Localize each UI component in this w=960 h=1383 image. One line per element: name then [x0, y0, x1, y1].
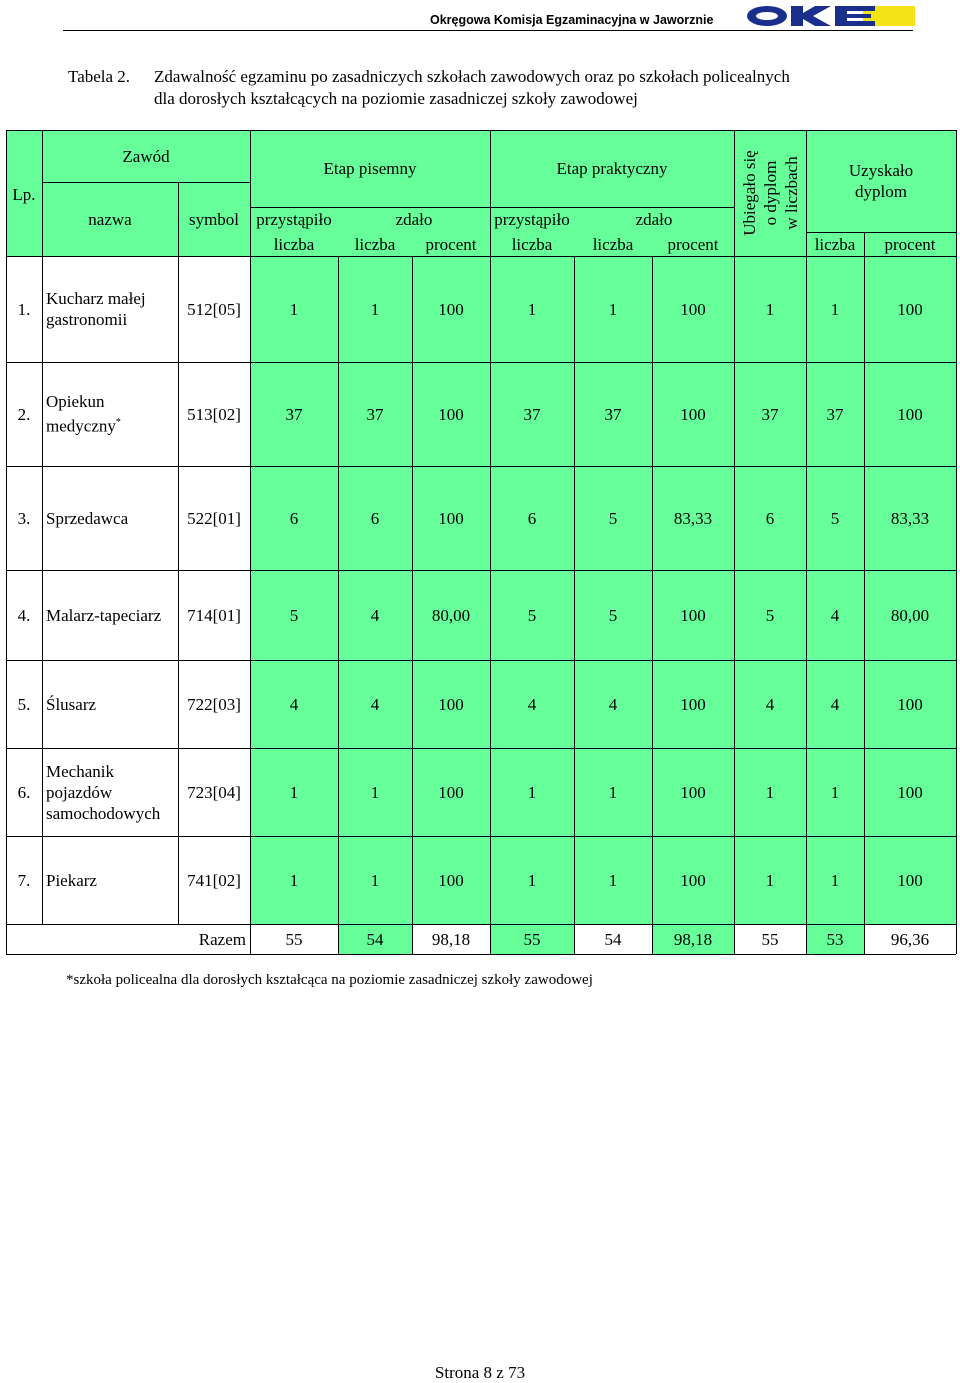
row-2-lp-text: 2.	[17, 404, 31, 424]
header-ubiegalo_l3: w liczbach	[781, 156, 801, 230]
row-5-pp	[490, 660, 574, 748]
total-pp	[490, 924, 574, 954]
header-sub-procent-5-text: procent	[667, 234, 719, 254]
row-6-nazwa-text: Mechanik pojazdów samochodowych	[46, 761, 161, 823]
row-4-ub	[734, 570, 806, 660]
row-7-wp	[250, 836, 338, 924]
row-3-lp-text: 3.	[17, 508, 31, 528]
footnote-marker: *	[115, 417, 121, 429]
caption-label: Tabela 2.	[68, 67, 131, 86]
row-5-upr	[864, 660, 956, 748]
row-5-wpr	[412, 660, 490, 748]
row-7-ub	[734, 836, 806, 924]
header-p-przystapilo-text: przystąpiło	[494, 210, 570, 229]
total-wp	[250, 924, 338, 954]
row-6-uz	[806, 748, 864, 836]
row-1-lp	[6, 256, 42, 362]
row-4-lp-text: 4.	[17, 605, 31, 625]
row-1-wp	[250, 256, 338, 362]
row-6-wpr-text: 100	[438, 782, 464, 802]
row-2-pp-text: 37	[523, 404, 541, 424]
table-border	[734, 130, 735, 256]
header-uz-procent-text: procent	[884, 234, 936, 254]
row-1-wpr-text: 100	[438, 299, 464, 319]
header-lp-text: Lp.	[12, 185, 36, 204]
table-border	[178, 256, 179, 924]
header-nazwa-text: nazwa	[88, 209, 132, 229]
row-7-ub-text: 1	[765, 870, 775, 890]
row-7-nazwa	[42, 836, 178, 924]
header-w-przystapilo	[250, 207, 338, 232]
row-4-uz	[806, 570, 864, 660]
row-6-symbol	[178, 748, 250, 836]
row-7-wz	[338, 836, 412, 924]
table-border	[6, 954, 956, 955]
table-border	[250, 130, 251, 954]
header-zawod	[42, 130, 250, 182]
table-border	[338, 256, 339, 954]
header-lp	[6, 130, 42, 256]
row-7-lp-text: 7.	[17, 870, 31, 890]
table-border	[6, 362, 956, 363]
row-3-ub-text: 6	[765, 508, 775, 528]
row-5-pz-text: 4	[608, 694, 618, 714]
row-3-symbol	[178, 466, 250, 570]
row-2-symbol-text: 513[02]	[187, 404, 241, 424]
row-4-pp	[490, 570, 574, 660]
total-label-cell	[6, 924, 250, 954]
row-2-wz-text: 37	[366, 404, 384, 424]
row-5-nazwa-text: Ślusarz	[46, 694, 97, 714]
row-5-symbol-text: 722[03]	[187, 694, 241, 714]
row-5-ub-text: 4	[765, 694, 775, 714]
row-4-wz-text: 4	[370, 605, 380, 625]
row-4-ub-text: 5	[765, 605, 775, 625]
row-5-ppr-text: 100	[680, 694, 706, 714]
row-2-wp	[250, 362, 338, 466]
row-5-wz-text: 4	[370, 694, 380, 714]
row-2-uz	[806, 362, 864, 466]
header-p-zdalo	[574, 207, 734, 232]
table-border	[6, 748, 956, 749]
total-wz	[338, 924, 412, 954]
row-5-wp	[250, 660, 338, 748]
row-7-pz	[574, 836, 652, 924]
row-6-wpr	[412, 748, 490, 836]
caption-line-1: Zdawalność egzaminu po zasadniczych szkołach zawodowych oraz po szkołach policealnych	[154, 67, 790, 86]
oke-logo	[745, 4, 915, 28]
row-2-ub-text: 37	[761, 404, 779, 424]
row-7-symbol	[178, 836, 250, 924]
header-etap-praktyczny	[490, 130, 734, 207]
row-4-ppr	[652, 570, 734, 660]
row-4-nazwa-text: Malarz-tapeciarz	[46, 605, 162, 625]
footnote: *szkoła policealna dla dorosłych kształcąca na poziomie zasadniczej szkoły zawodowej	[66, 972, 593, 988]
row-2-nazwa	[42, 362, 178, 466]
table-border	[864, 256, 865, 954]
row-4-wz	[338, 570, 412, 660]
table-border	[250, 207, 734, 208]
row-4-lp	[6, 570, 42, 660]
row-2-upr	[864, 362, 956, 466]
header-sub-liczba-3	[490, 232, 574, 256]
row-1-lp-text: 1.	[17, 299, 31, 319]
table-border	[864, 232, 865, 256]
row-1-wz	[338, 256, 412, 362]
row-3-nazwa	[42, 466, 178, 570]
total-pz-text: 54	[604, 929, 622, 949]
row-6-wz-text: 1	[370, 782, 380, 802]
table-border	[6, 570, 956, 571]
header-nazwa	[42, 182, 178, 256]
table-border	[412, 256, 413, 954]
header-sub-procent-2	[412, 232, 490, 256]
row-1-nazwa	[42, 256, 178, 362]
row-1-symbol	[178, 256, 250, 362]
header-rule	[63, 30, 913, 31]
row-3-wz	[338, 466, 412, 570]
row-3-wp	[250, 466, 338, 570]
table-border	[806, 232, 956, 233]
row-3-pz	[574, 466, 652, 570]
total-pp-text: 55	[523, 929, 541, 949]
row-1-uz-text: 1	[830, 299, 840, 319]
row-5-ub	[734, 660, 806, 748]
row-2-uz-text: 37	[826, 404, 844, 424]
table-border	[490, 130, 491, 256]
row-5-wp-text: 4	[289, 694, 299, 714]
row-4-wpr	[412, 570, 490, 660]
header-etap-pisemny-text: Etap pisemny	[323, 159, 417, 178]
row-3-ub	[734, 466, 806, 570]
row-4-upr-text: 80,00	[890, 605, 930, 625]
header-etap-pisemny	[250, 130, 490, 207]
row-5-lp	[6, 660, 42, 748]
row-2-wpr-text: 100	[438, 404, 464, 424]
table-border	[574, 256, 575, 954]
total-pz	[574, 924, 652, 954]
row-6-ppr	[652, 748, 734, 836]
total-wpr-text: 98,18	[431, 929, 471, 949]
header-sub-liczba-1	[338, 232, 412, 256]
row-3-upr-text: 83,33	[890, 508, 930, 528]
row-7-wpr	[412, 836, 490, 924]
row-3-pp-text: 6	[527, 508, 537, 528]
row-6-pp	[490, 748, 574, 836]
row-2-ppr-text: 100	[680, 404, 706, 424]
row-7-pp	[490, 836, 574, 924]
row-5-wz	[338, 660, 412, 748]
header-sub-liczba-0	[250, 232, 338, 256]
row-6-lp-text: 6.	[17, 782, 31, 802]
row-4-uz-text: 4	[830, 605, 840, 625]
row-1-pz	[574, 256, 652, 362]
table-border	[652, 256, 653, 954]
row-2-symbol	[178, 362, 250, 466]
row-3-lp	[6, 466, 42, 570]
row-2-wp-text: 37	[285, 404, 303, 424]
header-uzyskalo	[806, 130, 956, 232]
header-ubiegalo-text	[734, 130, 806, 256]
row-1-wp-text: 1	[289, 299, 299, 319]
row-4-wp	[250, 570, 338, 660]
header-symbol	[178, 182, 250, 256]
header-ubiegalo_l2: o dyplom	[760, 160, 780, 226]
row-6-symbol-text: 723[04]	[187, 782, 241, 802]
results-table	[6, 130, 956, 954]
row-3-ppr	[652, 466, 734, 570]
header-sub-procent-2-text: procent	[425, 234, 477, 254]
total-ppr-text: 98,18	[673, 929, 713, 949]
row-6-upr-text: 100	[897, 782, 923, 802]
row-1-upr	[864, 256, 956, 362]
table-border	[6, 256, 956, 257]
total-upr	[864, 924, 956, 954]
row-4-upr	[864, 570, 956, 660]
row-6-wp	[250, 748, 338, 836]
row-1-ub-text: 1	[765, 299, 775, 319]
row-4-wpr-text: 80,00	[431, 605, 471, 625]
row-3-uz-text: 5	[830, 508, 840, 528]
table-border	[490, 256, 491, 954]
row-2-wpr	[412, 362, 490, 466]
table-border	[734, 256, 735, 954]
row-6-ub	[734, 748, 806, 836]
row-2-ppr	[652, 362, 734, 466]
row-3-upr	[864, 466, 956, 570]
row-7-nazwa-text: Piekarz	[46, 870, 97, 890]
header-sub-liczba-0-text: liczba	[273, 234, 315, 254]
header-sub-liczba-1-text: liczba	[354, 234, 396, 254]
row-1-uz	[806, 256, 864, 362]
row-6-lp	[6, 748, 42, 836]
row-2-ub	[734, 362, 806, 466]
row-3-wz-text: 6	[370, 508, 380, 528]
row-5-uz-text: 4	[830, 694, 840, 714]
table-border	[806, 130, 807, 256]
row-5-pp-text: 4	[527, 694, 537, 714]
header-uzyskalo-l2: dyplom	[855, 182, 907, 201]
total-ub	[734, 924, 806, 954]
row-4-ppr-text: 100	[680, 605, 706, 625]
header-p-przystapilo	[490, 207, 574, 232]
total-ub-text: 55	[761, 929, 779, 949]
row-6-wp-text: 1	[289, 782, 299, 802]
header-w-przystapilo-text: przystąpiło	[256, 210, 332, 229]
table-caption	[68, 66, 898, 110]
row-2-pz-text: 37	[604, 404, 622, 424]
row-1-nazwa-text: Kucharz małej gastronomii	[46, 289, 146, 329]
row-6-uz-text: 1	[830, 782, 840, 802]
table-border	[6, 836, 956, 837]
header-zawod-text: Zawód	[122, 146, 170, 166]
row-3-wpr	[412, 466, 490, 570]
row-5-uz	[806, 660, 864, 748]
table-border	[6, 924, 956, 925]
table-border	[806, 256, 807, 954]
row-7-wz-text: 1	[370, 870, 380, 890]
header-ubiegalo_l1: Ubiegało się	[739, 150, 759, 236]
table-border	[42, 130, 43, 924]
row-3-ppr-text: 83,33	[673, 508, 713, 528]
row-1-ppr-text: 100	[680, 299, 706, 319]
row-5-pz	[574, 660, 652, 748]
row-6-pz-text: 1	[608, 782, 618, 802]
row-7-uz	[806, 836, 864, 924]
header-sub-liczba-4-text: liczba	[592, 234, 634, 254]
row-7-lp	[6, 836, 42, 924]
row-1-upr-text: 100	[897, 299, 923, 319]
row-3-nazwa-text: Sprzedawca	[46, 508, 129, 528]
row-7-symbol-text: 741[02]	[187, 870, 241, 890]
row-6-wz	[338, 748, 412, 836]
row-4-wp-text: 5	[289, 605, 299, 625]
row-6-pp-text: 1	[527, 782, 537, 802]
row-7-upr	[864, 836, 956, 924]
page-number: Strona 8 z 73	[434, 1363, 526, 1382]
row-3-pz-text: 5	[608, 508, 618, 528]
total-upr-text: 96,36	[890, 929, 930, 949]
row-2-nazwa-text: Opiekun medyczny*	[46, 392, 121, 436]
total-uz	[806, 924, 864, 954]
table-border	[6, 466, 956, 467]
total-ppr	[652, 924, 734, 954]
caption-line-2: dla dorosłych kształcących na poziomie zasadniczej szkoły zawodowej	[154, 89, 638, 108]
row-2-wz	[338, 362, 412, 466]
row-3-wp-text: 6	[289, 508, 299, 528]
table-border	[6, 660, 956, 661]
header-uz-procent	[864, 232, 956, 256]
header-w-zdalo	[338, 207, 490, 232]
institution-name: Okręgowa Komisja Egzaminacyjna w Jaworznie	[430, 13, 714, 27]
row-4-pp-text: 5	[527, 605, 537, 625]
row-4-pz-text: 5	[608, 605, 618, 625]
total-wp-text: 55	[285, 929, 303, 949]
row-4-pz	[574, 570, 652, 660]
table-border	[6, 130, 7, 954]
row-2-pp	[490, 362, 574, 466]
row-4-symbol-text: 714[01]	[187, 605, 241, 625]
header-sub-procent-5	[652, 232, 734, 256]
row-4-nazwa	[42, 570, 178, 660]
row-1-pz-text: 1	[608, 299, 618, 319]
total-wz-text: 54	[366, 929, 384, 949]
total-wpr	[412, 924, 490, 954]
row-6-ub-text: 1	[765, 782, 775, 802]
row-1-wz-text: 1	[370, 299, 380, 319]
row-4-symbol	[178, 570, 250, 660]
row-7-upr-text: 100	[897, 870, 923, 890]
row-6-nazwa	[42, 748, 178, 836]
row-2-lp	[6, 362, 42, 466]
header-sub-liczba-4	[574, 232, 652, 256]
header-p-zdalo-text: zdało	[635, 210, 673, 229]
table-border	[178, 182, 179, 256]
header-uzyskalo-l1: Uzyskało	[848, 161, 914, 180]
header-ubiegalo	[734, 130, 806, 256]
row-6-pz	[574, 748, 652, 836]
row-7-pz-text: 1	[608, 870, 618, 890]
row-1-wpr	[412, 256, 490, 362]
header-uz-liczba-text: liczba	[814, 234, 856, 254]
row-1-ppr	[652, 256, 734, 362]
table-border	[42, 182, 250, 183]
row-3-pp	[490, 466, 574, 570]
row-1-pp	[490, 256, 574, 362]
row-5-wpr-text: 100	[438, 694, 464, 714]
header-symbol-text: symbol	[188, 209, 240, 229]
total-uz-text: 53	[826, 929, 844, 949]
header-uz-liczba	[806, 232, 864, 256]
row-2-pz	[574, 362, 652, 466]
row-1-pp-text: 1	[527, 299, 537, 319]
row-3-uz	[806, 466, 864, 570]
row-7-ppr-text: 100	[680, 870, 706, 890]
row-7-wp-text: 1	[289, 870, 299, 890]
row-6-ppr-text: 100	[680, 782, 706, 802]
row-3-wpr-text: 100	[438, 508, 464, 528]
row-3-symbol-text: 522[01]	[187, 508, 241, 528]
row-5-ppr	[652, 660, 734, 748]
row-1-ub	[734, 256, 806, 362]
row-6-upr	[864, 748, 956, 836]
total-label: Razem	[198, 929, 246, 949]
row-7-ppr	[652, 836, 734, 924]
row-5-upr-text: 100	[897, 694, 923, 714]
header-sub-liczba-3-text: liczba	[511, 234, 553, 254]
row-2-upr-text: 100	[897, 404, 923, 424]
row-7-pp-text: 1	[527, 870, 537, 890]
row-7-uz-text: 1	[830, 870, 840, 890]
row-5-lp-text: 5.	[17, 694, 31, 714]
row-1-symbol-text: 512[05]	[187, 299, 241, 319]
row-5-symbol	[178, 660, 250, 748]
header-w-zdalo-text: zdało	[395, 210, 433, 229]
header-etap-praktyczny-text: Etap praktyczny	[556, 159, 668, 178]
row-5-nazwa	[42, 660, 178, 748]
row-7-wpr-text: 100	[438, 870, 464, 890]
table-border	[956, 130, 957, 954]
table-border	[6, 130, 956, 131]
